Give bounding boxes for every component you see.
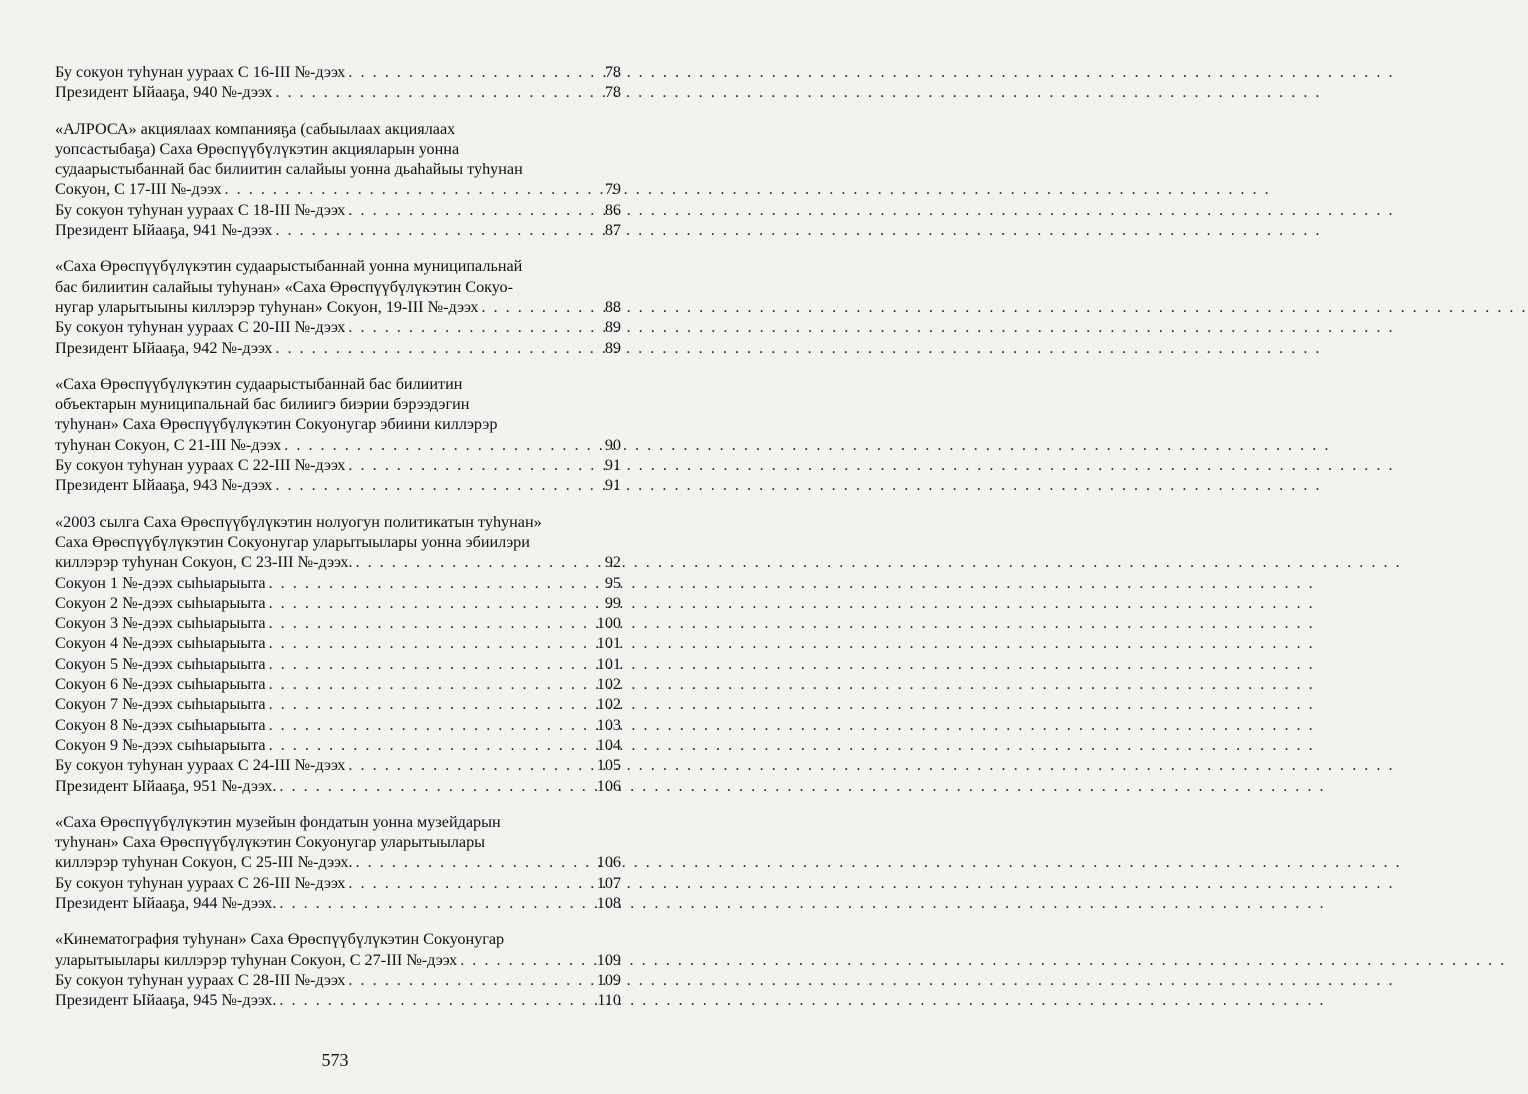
dot-leader [348, 970, 593, 990]
toc-entry-text: Бу сокуон туһунан уураах С 20-III №-дээх [55, 318, 346, 337]
toc-title-line: объектарын муниципальнай бас билиигэ биэрии бэрээдэгин [55, 395, 470, 414]
toc-title-line: «Саха Өрөспүүбүлүкэтин музейын фондатын уонна музейдарын [55, 812, 501, 831]
toc-page-number: 109 [596, 970, 621, 989]
toc-entry [55, 475, 621, 495]
toc-title-line: уопсастыбаҕа) Саха Өрөспүүбүлүкэтин акцияларын уонна [55, 139, 460, 158]
toc-page-number: 89 [604, 338, 621, 357]
dot-leader [279, 990, 594, 1010]
toc-entry [55, 593, 621, 613]
toc-page-number: 103 [596, 715, 621, 734]
toc-group [55, 374, 621, 496]
toc-page-number: 101 [596, 654, 621, 673]
dot-leader [269, 674, 594, 694]
toc-entry-text: Президент Ыйааҕа, 951 №-дээх. [55, 776, 277, 795]
toc-entry [55, 715, 621, 735]
dot-leader [279, 893, 593, 913]
dot-leader [269, 593, 596, 613]
toc-page-number: 108 [596, 893, 621, 912]
toc-entry-text: Президент Ыйааҕа, 941 №-дээх [55, 221, 273, 240]
toc-entry-text: Сокуон 1 №-дээх сыһыарыыта [55, 573, 266, 592]
toc-title-line: «2003 сылга Саха Өрөспүүбүлүкэтин нолуогун политикатын туһунан» [55, 512, 542, 531]
toc-entry-text: Сокуон 9 №-дээх сыһыарыыта [55, 735, 266, 754]
dot-leader [225, 179, 596, 199]
toc-page-number: 101 [596, 634, 621, 653]
toc-page-number: 109 [596, 950, 621, 969]
toc-group [55, 512, 621, 796]
dot-leader [460, 950, 594, 970]
dot-leader [348, 200, 596, 220]
toc-entry-text: Президент Ыйааҕа, 945 №-дээх. [55, 991, 277, 1010]
toc-entry [55, 654, 621, 674]
dot-leader [348, 455, 596, 475]
dot-leader [356, 852, 594, 872]
dot-leader [348, 755, 593, 775]
toc-page-number: 86 [604, 200, 621, 219]
toc-entry-text: Сокуон 7 №-дээх сыһыарыыта [55, 695, 266, 714]
toc-group [55, 62, 621, 103]
toc-page-number: 107 [596, 873, 621, 892]
dot-leader [284, 435, 596, 455]
dot-leader [269, 573, 596, 593]
toc-entry [55, 220, 621, 240]
toc-page-number: 87 [604, 221, 621, 240]
toc-entry [55, 297, 621, 317]
toc-page-number: 95 [604, 573, 621, 592]
toc-group [55, 929, 621, 1010]
toc-page-number: 99 [604, 593, 621, 612]
toc-entry-text: Президент Ыйааҕа, 940 №-дээх [55, 83, 273, 102]
dot-leader [269, 613, 594, 633]
toc-entry-text: уларытыылары киллэрэр туһунан Сокуон, С 27-III №-дээх [55, 950, 458, 969]
toc-entry [55, 893, 621, 913]
dot-leader [356, 552, 596, 572]
table-of-contents [55, 62, 621, 1026]
toc-entry [55, 573, 621, 593]
toc-entry [55, 435, 621, 455]
toc-entry [55, 990, 621, 1010]
toc-entry [55, 552, 621, 572]
toc-page-number: 90 [604, 435, 621, 454]
toc-entry-text: Бу сокуон туһунан уураах С 22-III №-дээх [55, 456, 346, 475]
dot-leader [269, 694, 594, 714]
toc-entry-text: Бу сокуон туһунан уураах С 24-III №-дээх [55, 756, 346, 775]
toc-title-line: «АЛРОСА» акциялаах компанияҕа (сабыылаах акциялаах [55, 119, 456, 138]
toc-title-line: судаарыстыбаннай бас билиитин салайыы уонна дьаһайыы туһунан [55, 160, 523, 179]
dot-leader [275, 475, 596, 495]
dot-leader [348, 317, 596, 337]
toc-page-number: 79 [604, 180, 621, 199]
toc-page-number: 89 [604, 318, 621, 337]
dot-leader [269, 654, 594, 674]
toc-entry-text: Сокуон 2 №-дээх сыһыарыыта [55, 593, 266, 612]
toc-entry-text: Бу сокуон туһунан уураах С 18-III №-дээх [55, 200, 346, 219]
dot-leader [279, 776, 593, 796]
toc-entry [55, 674, 621, 694]
toc-entry [55, 970, 621, 990]
toc-entry [55, 776, 621, 796]
toc-entry-text: Бу сокуон туһунан уураах С 16-III №-дээх [55, 63, 346, 81]
toc-entry [55, 317, 621, 337]
toc-title-line: туһунан» Саха Өрөспүүбүлүкэтин Сокуонугар уларытыылары [55, 833, 486, 852]
toc-entry-text: киллэрэр туһунан Сокуон, С 23-III №-дээх. [55, 553, 353, 572]
toc-entry-text: Бу сокуон туһунан уураах С 26-III №-дээх [55, 873, 346, 892]
toc-entry [55, 82, 621, 102]
toc-entry [55, 62, 621, 82]
toc-title-line: «Кинематография туһунан» Саха Өрөспүүбүлүкэтин Сокуонугар [55, 930, 505, 949]
toc-page-number: 91 [604, 476, 621, 495]
toc-entry [55, 735, 621, 755]
dot-leader [269, 633, 594, 653]
toc-page-number: 106 [596, 853, 621, 872]
toc-page-number: 78 [604, 63, 621, 81]
dot-leader [275, 220, 596, 240]
toc-entry-text: Сокуон 8 №-дээх сыһыарыыта [55, 715, 266, 734]
toc-page-number: 88 [604, 297, 621, 316]
toc-page-number: 105 [596, 756, 621, 775]
toc-entry-text: Сокуон 3 №-дээх сыһыарыыта [55, 614, 266, 633]
toc-entry [55, 950, 621, 970]
toc-entry-text: туһунан Сокуон, С 21-III №-дээх [55, 435, 282, 454]
dot-leader [275, 338, 596, 358]
toc-entry-text: Президент Ыйааҕа, 942 №-дээх [55, 338, 273, 357]
toc-entry [55, 338, 621, 358]
page-number: 573 [321, 1050, 349, 1070]
toc-title-line: туһунан» Саха Өрөспүүбүлүкэтин Сокуонугар эбиини киллэрэр [55, 415, 498, 434]
toc-entry-text: Сокуон, С 17-III №-дээх [55, 180, 222, 199]
toc-entry [55, 694, 621, 714]
toc-entry-text: Президент Ыйааҕа, 943 №-дээх [55, 476, 273, 495]
toc-entry [55, 613, 621, 633]
toc-group [55, 119, 621, 241]
dot-leader [348, 62, 596, 82]
toc-title-line: бас билиитин салайыы туһунан» «Саха Өрөспүүбүлүкэтин Сокуо- [55, 277, 513, 296]
toc-entry [55, 633, 621, 653]
toc-title-line: «Саха Өрөспүүбүлүкэтин судаарыстыбаннай уонна муниципальнай [55, 257, 523, 276]
toc-page-number: 91 [604, 456, 621, 475]
toc-entry [55, 852, 621, 872]
toc-title-line: Саха Өрөспүүбүлүкэтин Сокуонугар уларытыылары уонна эбиилэри [55, 532, 530, 551]
toc-entry [55, 873, 621, 893]
dot-leader [348, 873, 593, 893]
toc-page-number: 100 [596, 614, 621, 633]
toc-page-number: 78 [604, 83, 621, 102]
toc-page-number: 102 [596, 675, 621, 694]
toc-entry [55, 179, 621, 199]
toc-entry-text: Сокуон 6 №-дээх сыһыарыыта [55, 675, 266, 694]
dot-leader [481, 297, 596, 317]
toc-page-number: 104 [596, 735, 621, 754]
toc-page-number: 110 [597, 991, 621, 1010]
toc-entry-text: Сокуон 5 №-дээх сыһыарыыта [55, 654, 266, 673]
dot-leader [269, 715, 594, 735]
dot-leader [269, 735, 594, 755]
toc-entry-text: нугар уларытыыны киллэрэр туһунан» Сокуон, 19-III №-дээх [55, 297, 479, 316]
toc-entry-text: киллэрэр туһунан Сокуон, С 25-III №-дээх. [55, 853, 353, 872]
toc-entry-text: Президент Ыйааҕа, 944 №-дээх. [55, 893, 277, 912]
toc-group [55, 256, 621, 357]
toc-entry [55, 200, 621, 220]
toc-page-number: 102 [596, 695, 621, 714]
toc-entry-text: Сокуон 4 №-дээх сыһыарыыта [55, 634, 266, 653]
toc-page-number: 106 [596, 776, 621, 795]
toc-page-number: 92 [604, 553, 621, 572]
toc-entry [55, 755, 621, 775]
toc-group [55, 812, 621, 913]
toc-entry [55, 455, 621, 475]
book-page [0, 0, 670, 1094]
toc-entry-text: Бу сокуон туһунан уураах С 28-III №-дээх [55, 970, 346, 989]
dot-leader [275, 82, 596, 102]
toc-title-line: «Саха Өрөспүүбүлүкэтин судаарыстыбаннай бас билиитин [55, 374, 463, 393]
